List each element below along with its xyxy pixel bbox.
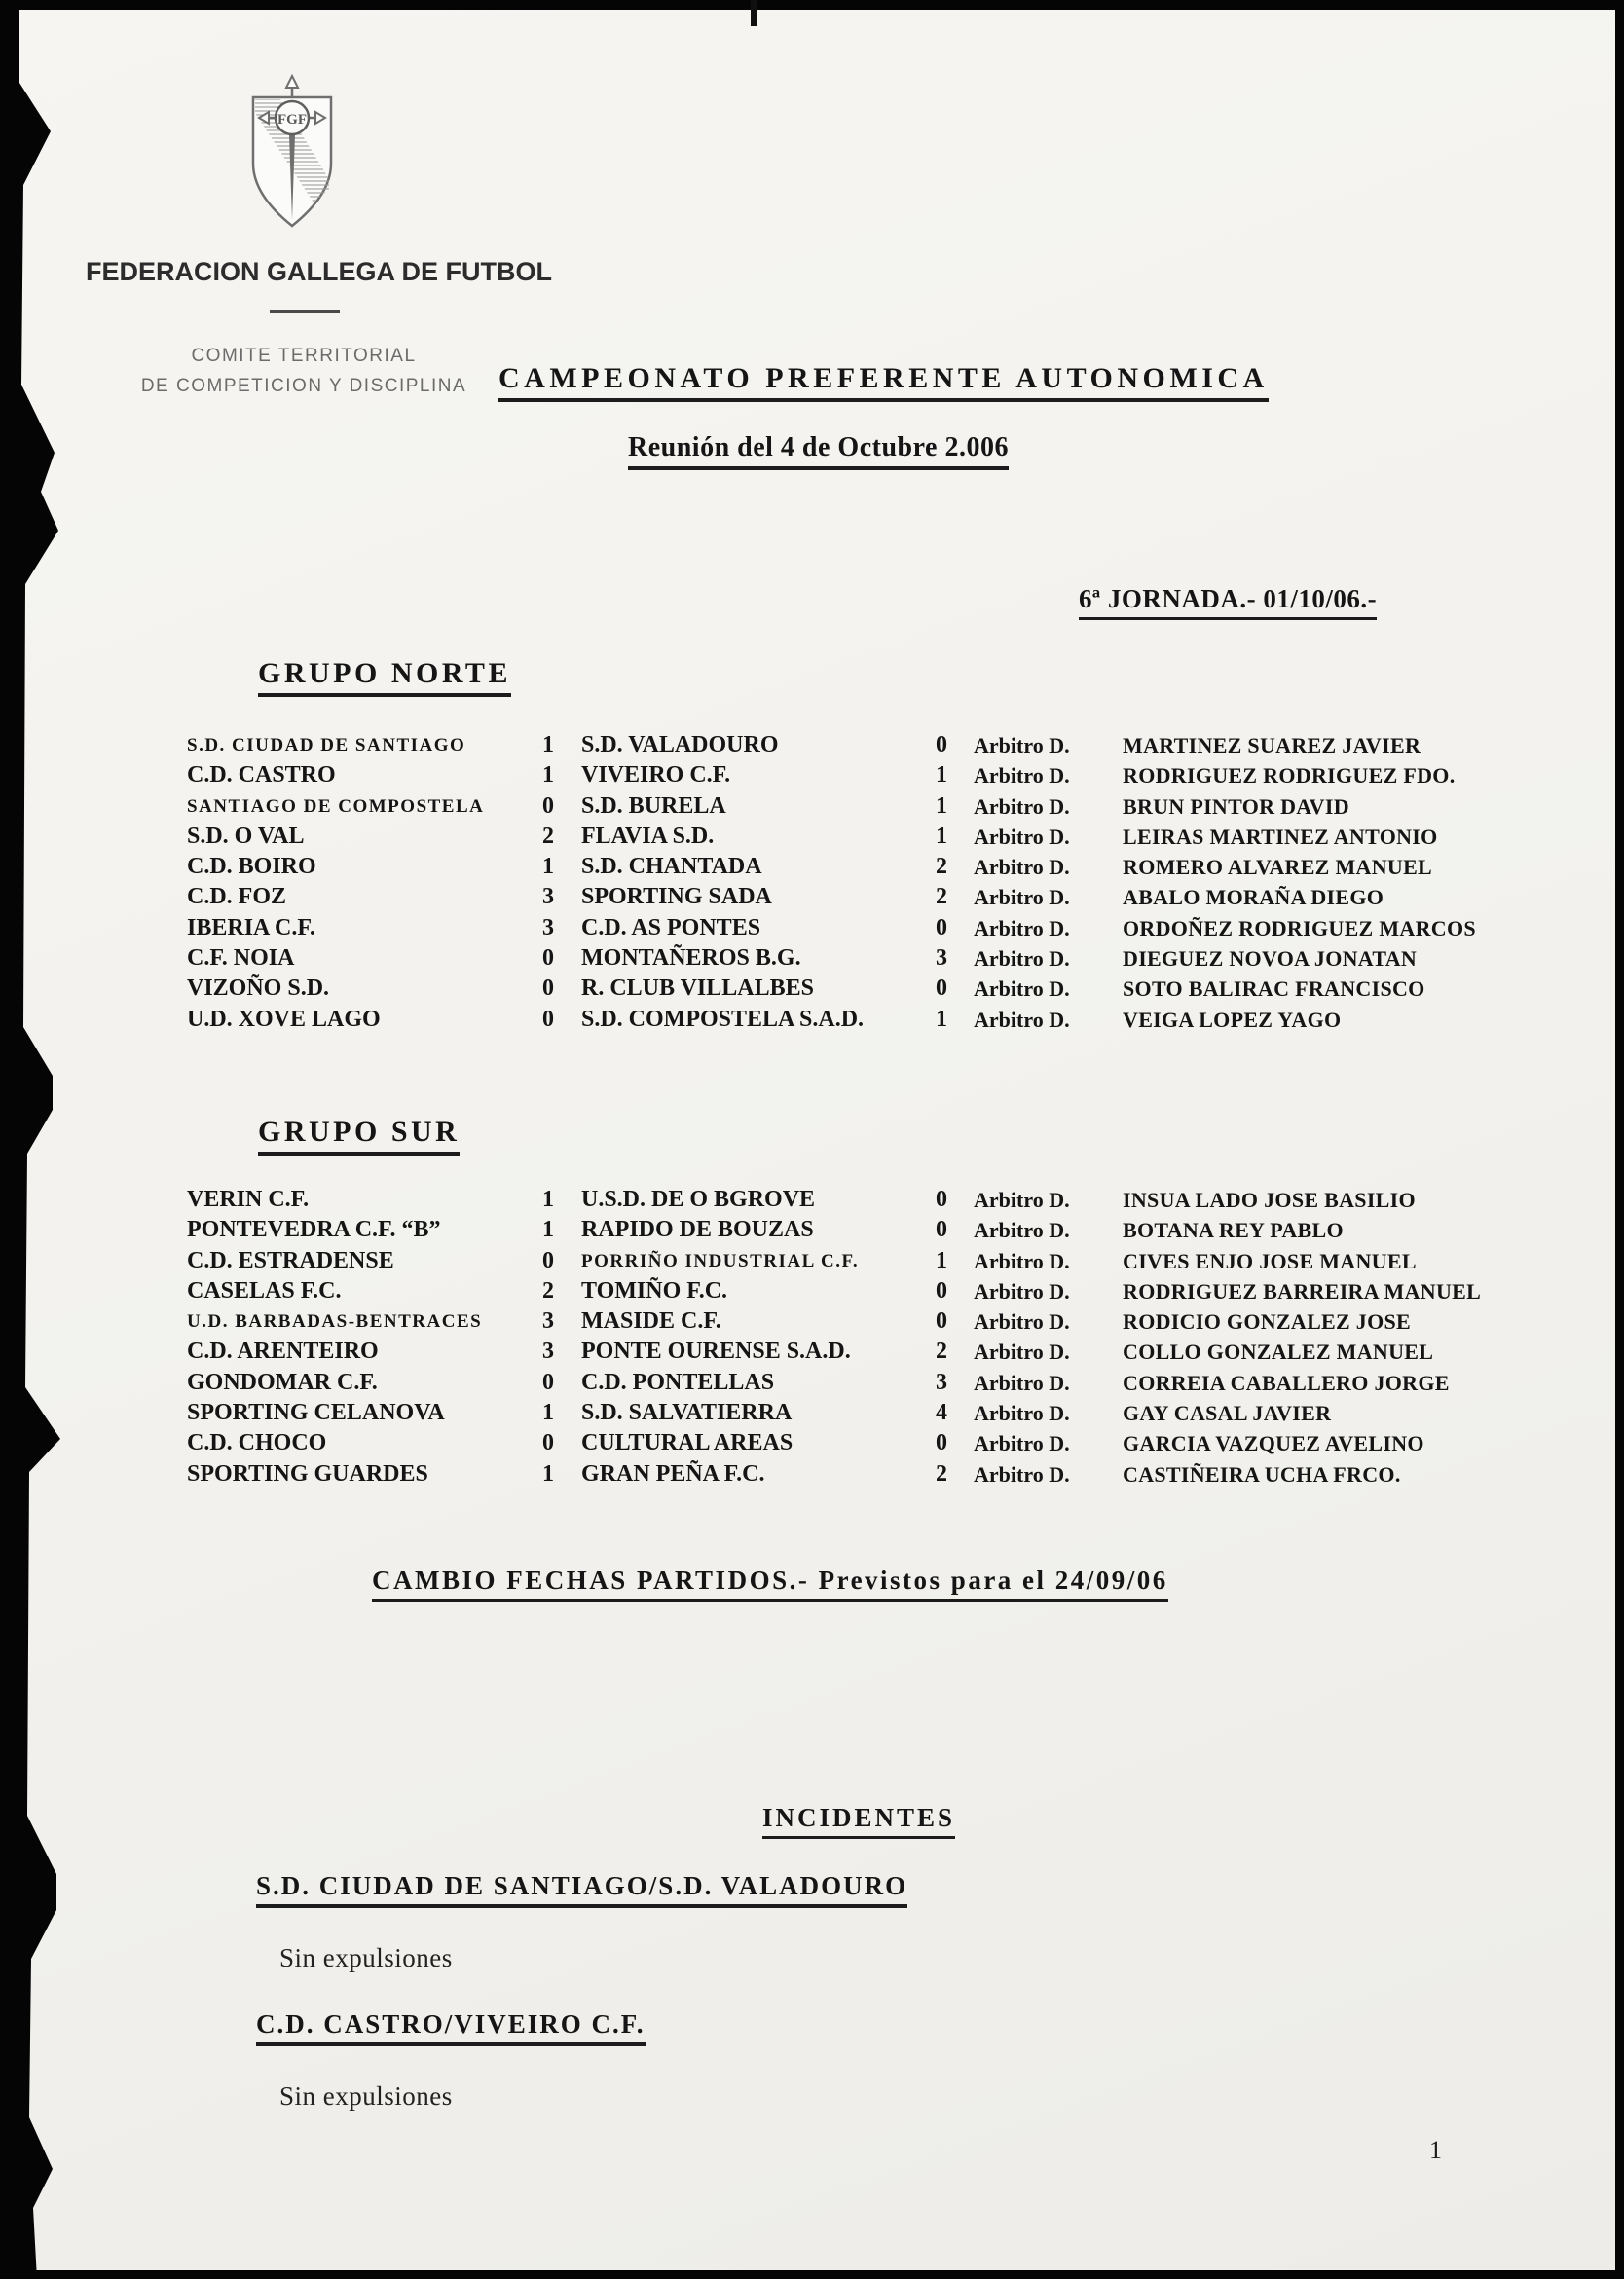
match-row	[0, 882, 1624, 912]
away-team: MONTAÑEROS B.G.	[581, 945, 801, 972]
incidentes-heading: INCIDENTES	[762, 1803, 955, 1839]
away-team: C.D. PONTELLAS	[581, 1369, 775, 1395]
away-score: 0	[936, 914, 947, 940]
home-team: VERIN C.F.	[187, 1187, 310, 1212]
match-row	[0, 974, 1624, 1004]
away-team: SPORTING SADA	[581, 884, 772, 910]
away-score: 0	[936, 1217, 947, 1243]
referee-name: RODRIGUEZ BARREIRA MANUEL	[1123, 1278, 1482, 1304]
away-score: 3	[936, 1369, 947, 1395]
match-row	[0, 730, 1624, 760]
arbitro-label: Arbitro D.	[974, 1007, 1070, 1032]
arbitro-label: Arbitro D.	[974, 1218, 1070, 1243]
match-row	[0, 1246, 1624, 1276]
arbitro-label: Arbitro D.	[974, 763, 1070, 789]
home-team: GONDOMAR C.F.	[187, 1369, 378, 1395]
away-score: 4	[936, 1400, 947, 1426]
match-row	[0, 760, 1624, 790]
away-score: 0	[936, 1277, 947, 1304]
away-team: S.D. CHANTADA	[581, 854, 762, 880]
arbitro-label: Arbitro D.	[974, 1431, 1070, 1456]
arbitro-label: Arbitro D.	[974, 1461, 1070, 1487]
home-score: 1	[542, 1460, 554, 1487]
referee-name: GAY CASAL JAVIER	[1123, 1401, 1332, 1426]
home-score: 2	[542, 1277, 554, 1304]
away-team: U.S.D. DE O BGROVE	[581, 1187, 816, 1212]
incident-match-heading: S.D. CIUDAD DE SANTIAGO/S.D. VALADOURO	[256, 1871, 907, 1908]
away-team: PONTE OURENSE S.A.D.	[581, 1339, 851, 1365]
away-score: 0	[936, 975, 947, 1002]
home-score: 3	[542, 1308, 554, 1335]
arbitro-label: Arbitro D.	[974, 733, 1070, 757]
referee-name: ORDOÑEZ RODRIGUEZ MARCOS	[1123, 915, 1476, 940]
arbitro-label: Arbitro D.	[974, 1370, 1070, 1395]
arbitro-label: Arbitro D.	[974, 946, 1070, 972]
referee-name: ROMERO ALVAREZ MANUEL	[1123, 855, 1433, 880]
meeting-date-heading: Reunión del 4 de Octubre 2.006	[628, 432, 1009, 470]
committee-line-1: COMITE TERRITORIAL	[191, 346, 417, 366]
match-row	[0, 1337, 1624, 1367]
referee-name: COLLO GONZALEZ MANUEL	[1123, 1340, 1434, 1365]
referee-name: RODICIO GONZALEZ JOSE	[1123, 1309, 1412, 1335]
referee-name: CASTIÑEIRA UCHA FRCO.	[1123, 1461, 1401, 1487]
home-team: C.D. CASTRO	[187, 762, 336, 789]
referee-name: LEIRAS MARTINEZ ANTONIO	[1123, 824, 1438, 849]
away-score: 2	[936, 1339, 947, 1365]
arbitro-label: Arbitro D.	[974, 1248, 1070, 1273]
referee-name: VEIGA LOPEZ YAGO	[1123, 1007, 1342, 1032]
referee-name: MARTINEZ SUAREZ JAVIER	[1123, 733, 1421, 757]
referee-name: BOTANA REY PABLO	[1123, 1218, 1344, 1243]
referee-name: CIVES ENJO JOSE MANUEL	[1123, 1248, 1417, 1273]
logo-monogram: FGF	[277, 112, 307, 128]
scan-tear-notch	[751, 0, 757, 26]
home-team: VIZOÑO S.D.	[187, 975, 330, 1002]
home-team: U.D. BARBADAS-BENTRACES	[187, 1311, 483, 1333]
home-score: 3	[542, 1339, 554, 1365]
referee-name: RODRIGUEZ RODRIGUEZ FDO.	[1123, 763, 1456, 789]
arbitro-label: Arbitro D.	[974, 915, 1070, 940]
away-score: 2	[936, 854, 947, 880]
arbitro-label: Arbitro D.	[974, 1401, 1070, 1426]
document-title: CAMPEONATO PREFERENTE AUTONOMICA	[498, 362, 1269, 402]
home-score: 3	[542, 914, 554, 940]
away-team: VIVEIRO C.F.	[581, 762, 731, 789]
home-score: 1	[542, 762, 554, 789]
jornada-heading: 6ª JORNADA.- 01/10/06.-	[1079, 584, 1377, 620]
away-team: PORRIÑO INDUSTRIAL C.F.	[581, 1250, 860, 1271]
away-team: RAPIDO DE BOUZAS	[581, 1217, 814, 1243]
home-score: 2	[542, 823, 554, 849]
home-team: SPORTING CELANOVA	[187, 1400, 445, 1426]
away-team: FLAVIA S.D.	[581, 823, 715, 849]
arbitro-label: Arbitro D.	[974, 885, 1070, 910]
away-score: 0	[936, 1430, 947, 1456]
incident-note: Sin expulsiones	[279, 2081, 453, 2111]
match-row	[0, 1005, 1624, 1035]
away-team: GRAN PEÑA F.C.	[581, 1460, 765, 1487]
committee-block	[107, 341, 500, 401]
match-row	[0, 852, 1624, 882]
away-score: 2	[936, 884, 947, 910]
match-row	[0, 913, 1624, 943]
home-score: 0	[542, 792, 554, 819]
away-team: CULTURAL AREAS	[581, 1430, 794, 1456]
arbitro-label: Arbitro D.	[974, 1278, 1070, 1304]
cambio-fechas-heading: CAMBIO FECHAS PARTIDOS.- Previstos para el 24/09/06	[372, 1565, 1168, 1602]
referee-name: DIEGUEZ NOVOA JONATAN	[1123, 946, 1418, 972]
away-score: 2	[936, 1460, 947, 1487]
home-score: 1	[542, 732, 554, 757]
away-score: 1	[936, 762, 947, 789]
home-team: S.D. CIUDAD DE SANTIAGO	[187, 735, 466, 755]
home-score: 0	[542, 1369, 554, 1395]
match-row	[0, 1306, 1624, 1337]
referee-name: GARCIA VAZQUEZ AVELINO	[1123, 1431, 1424, 1456]
away-team: MASIDE C.F.	[581, 1308, 721, 1335]
referee-name: BRUN PINTOR DAVID	[1123, 793, 1349, 819]
away-score: 0	[936, 1308, 947, 1335]
away-team: R. CLUB VILLALBES	[581, 975, 814, 1002]
match-row	[0, 1215, 1624, 1245]
match-row	[0, 791, 1624, 822]
away-score: 3	[936, 945, 947, 972]
home-team: C.D. BOIRO	[187, 854, 316, 880]
torn-edge-left	[0, 0, 68, 2279]
federation-name: FEDERACION GALLEGA DE FUTBOL	[86, 257, 552, 286]
home-score: 1	[542, 1217, 554, 1243]
away-score: 1	[936, 823, 947, 849]
referee-name: ABALO MORAÑA DIEGO	[1123, 885, 1384, 910]
committee-line-2: DE COMPETICION Y DISCIPLINA	[140, 376, 467, 396]
incident-note: Sin expulsiones	[279, 1943, 453, 1972]
home-team: SANTIAGO DE COMPOSTELA	[187, 795, 485, 817]
scan-edge-right	[1615, 0, 1624, 2279]
away-team: TOMIÑO F.C.	[581, 1277, 728, 1304]
arbitro-label: Arbitro D.	[974, 1188, 1070, 1212]
match-row	[0, 822, 1624, 852]
group-sur-results	[0, 1185, 1624, 1489]
match-row	[0, 1428, 1624, 1458]
federation-logo-icon	[241, 74, 343, 239]
home-team: S.D. O VAL	[187, 823, 305, 849]
away-team: S.D. COMPOSTELA S.A.D.	[581, 1006, 865, 1032]
away-score: 0	[936, 1187, 947, 1212]
match-row	[0, 1459, 1624, 1489]
match-row	[0, 1368, 1624, 1398]
home-team: C.D. CHOCO	[187, 1430, 327, 1456]
header-divider	[270, 310, 340, 313]
home-team: CASELAS F.C.	[187, 1277, 342, 1304]
referee-name: INSUA LADO JOSE BASILIO	[1123, 1188, 1416, 1212]
arbitro-label: Arbitro D.	[974, 824, 1070, 849]
group-sur-heading: GRUPO SUR	[258, 1116, 460, 1156]
scan-edge-top	[0, 0, 1624, 10]
home-score: 3	[542, 884, 554, 910]
arbitro-label: Arbitro D.	[974, 976, 1070, 1002]
home-team: C.D. ARENTEIRO	[187, 1339, 379, 1365]
home-score: 0	[542, 1006, 554, 1032]
arbitro-label: Arbitro D.	[974, 1340, 1070, 1365]
away-team: S.D. VALADOURO	[581, 732, 779, 757]
home-team: IBERIA C.F.	[187, 914, 315, 940]
away-score: 1	[936, 792, 947, 819]
home-team: C.D. ESTRADENSE	[187, 1247, 394, 1273]
home-team: U.D. XOVE LAGO	[187, 1006, 381, 1032]
incident-match-heading: C.D. CASTRO/VIVEIRO C.F.	[256, 2009, 646, 2046]
match-row	[0, 943, 1624, 974]
home-score: 0	[542, 975, 554, 1002]
away-score: 0	[936, 732, 947, 757]
away-score: 1	[936, 1006, 947, 1032]
scan-edge-bottom	[0, 2270, 1624, 2279]
match-row	[0, 1276, 1624, 1306]
referee-name: SOTO BALIRAC FRANCISCO	[1123, 976, 1425, 1002]
home-team: C.F. NOIA	[187, 945, 295, 972]
home-score: 0	[542, 1430, 554, 1456]
match-row	[0, 1398, 1624, 1428]
home-team: SPORTING GUARDES	[187, 1460, 428, 1487]
referee-name: CORREIA CABALLERO JORGE	[1123, 1370, 1450, 1395]
arbitro-label: Arbitro D.	[974, 855, 1070, 880]
away-team: S.D. BURELA	[581, 792, 726, 819]
arbitro-label: Arbitro D.	[974, 793, 1070, 819]
away-score: 1	[936, 1247, 947, 1273]
away-team: S.D. SALVATIERRA	[581, 1400, 793, 1426]
home-team: C.D. FOZ	[187, 884, 286, 910]
home-score: 0	[542, 1247, 554, 1273]
home-score: 0	[542, 945, 554, 972]
home-score: 1	[542, 1187, 554, 1212]
group-norte-heading: GRUPO NORTE	[258, 657, 511, 697]
home-score: 1	[542, 854, 554, 880]
page-number: 1	[1429, 2136, 1442, 2164]
match-row	[0, 1185, 1624, 1215]
arbitro-label: Arbitro D.	[974, 1309, 1070, 1335]
away-team: C.D. AS PONTES	[581, 914, 761, 940]
group-norte-results	[0, 730, 1624, 1035]
home-score: 1	[542, 1400, 554, 1426]
home-team: PONTEVEDRA C.F. “B”	[187, 1217, 441, 1243]
